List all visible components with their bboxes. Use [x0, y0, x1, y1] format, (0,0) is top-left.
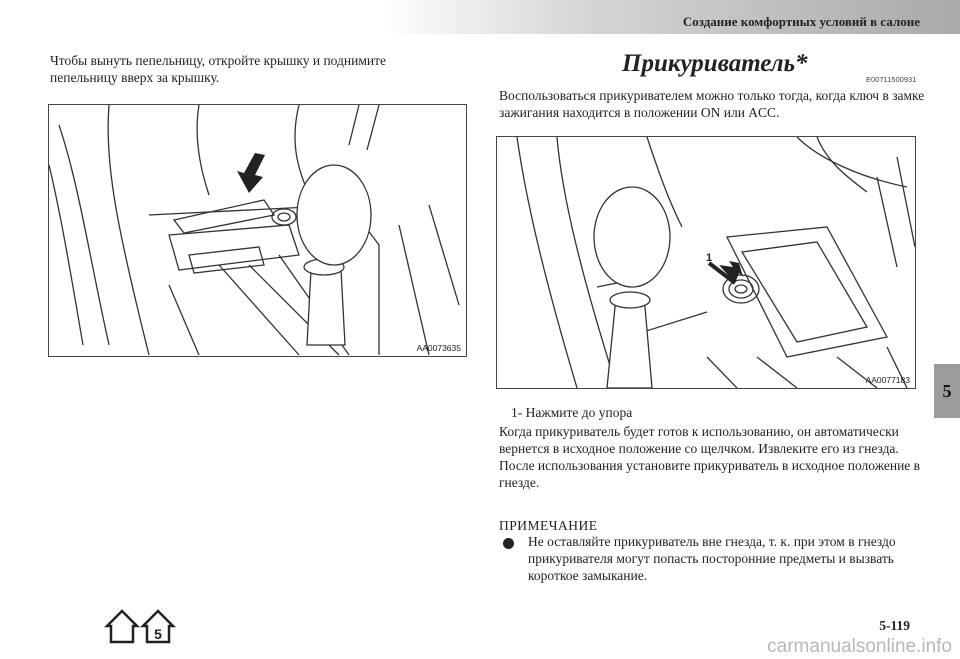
lighter-intro: Воспользоваться прикуривателем можно только тогда, когда ключ в замке зажигания находится в положении ON или ACC.	[499, 88, 925, 120]
note-bullet-icon	[503, 538, 514, 549]
note-text: Не оставляйте прикуриватель вне гнезда, т. к. при этом в гнездо прикуривателя могут попасть посторонние предметы и вызвать короткое замыкание.	[528, 534, 896, 583]
ashtray-illustration	[49, 105, 466, 356]
ashtray-figure	[48, 104, 467, 357]
chapter-tab[interactable]: 5	[934, 364, 960, 418]
figure-code: AA0077183	[865, 375, 910, 385]
note-heading: ПРИМЕЧАНИЕ	[499, 518, 598, 533]
page-title: Прикуриватель*	[622, 50, 808, 77]
heading-code: E00711500931	[866, 75, 917, 84]
ashtray-instructions: Чтобы вынуть пепельницу, откройте крышку и поднимите пепельницу вверх за крышку.	[50, 53, 387, 85]
lift-arrow	[237, 153, 265, 193]
step-item: 1- Нажмите до упора	[511, 405, 633, 420]
section-title: Создание комфортных условий в салоне	[682, 14, 920, 29]
lighter-illustration	[497, 137, 915, 388]
watermark: carmanualsonline.info	[767, 636, 952, 657]
home-icon[interactable]	[104, 608, 140, 646]
lighter-instructions: Когда прикуриватель будет готов к использованию, он автоматически вернется в исходное положение со щелчком. Извлеките его из гнезда. После использования установите прикуриватель в исходное положение в гнезде.	[499, 424, 921, 490]
chapter-home-icon[interactable]	[140, 608, 176, 646]
callout-number: 1	[706, 252, 713, 264]
chapter-home-label: 5	[154, 626, 162, 642]
figure-code: AA0073635	[416, 343, 461, 353]
page-number: 5-119	[879, 618, 910, 633]
lighter-figure	[496, 136, 916, 389]
